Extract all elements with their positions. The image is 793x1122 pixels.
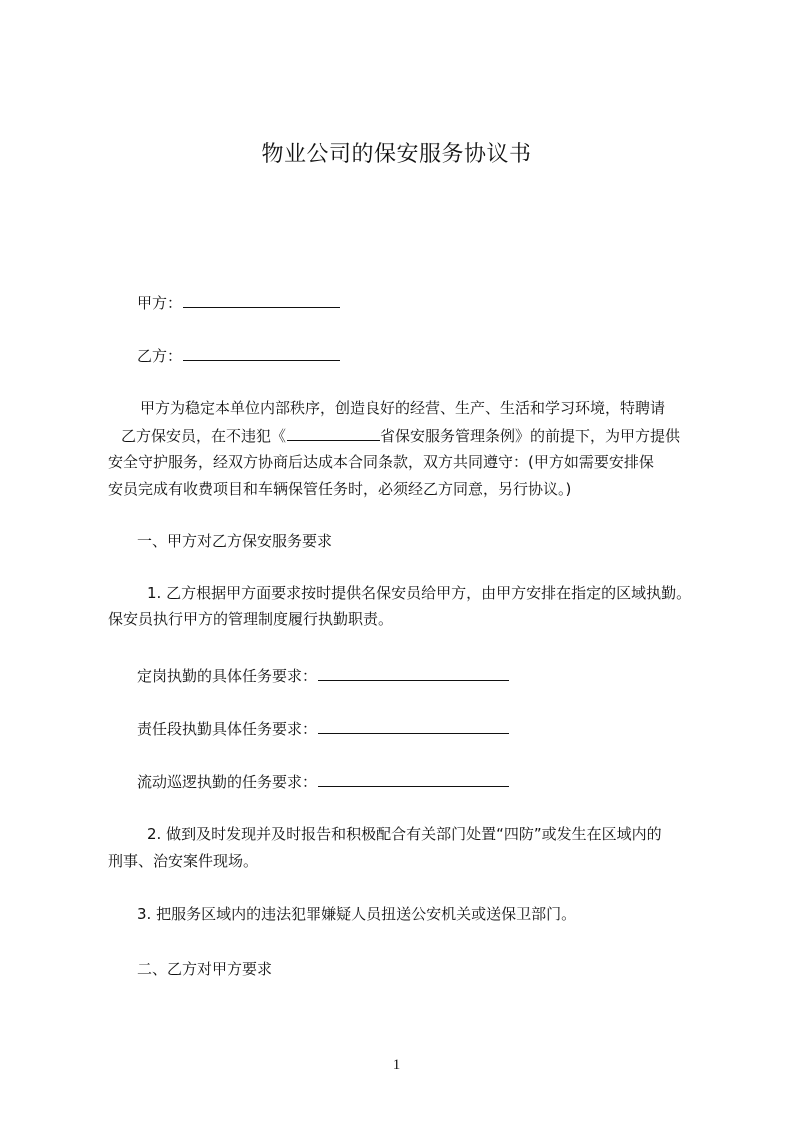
party-b-blank (183, 344, 340, 361)
party-a-line (137, 291, 340, 314)
patrol-blank (318, 770, 509, 787)
province-blank (287, 424, 380, 441)
patrol-line (137, 770, 509, 793)
section-2-heading: 二、乙方对甲方要求 (137, 960, 273, 978)
responsibility-label: 责任段执勤具体任务要求： (137, 720, 318, 738)
responsibility-line (137, 717, 509, 740)
intro-line-3: 安全守护服务，经双方协商后达成本合同条款，双方共同遵守：(甲方如需要安排保 (108, 453, 654, 471)
patrol-label: 流动巡逻执勤的任务要求： (137, 773, 318, 791)
party-a-blank (183, 291, 340, 308)
item-1-line-2: 保安员执行甲方的管理制度履行执勤职责。 (108, 610, 394, 628)
intro-line-2-start: 乙方保安员，在不违犯《 (121, 427, 287, 445)
intro-line-2 (121, 424, 680, 447)
intro-line-4: 安员完成有收费项目和车辆保管任务时，必须经乙方同意，另行协议。) (108, 480, 572, 498)
item-3: 3. 把服务区域内的违法犯罪嫌疑人员扭送公安机关或送保卫部门。 (137, 905, 577, 923)
intro-line-1: 甲方为稳定本单位内部秩序，创造良好的经营、生产、生活和学习环境，特聘请 (140, 399, 666, 417)
responsibility-blank (318, 717, 509, 734)
party-b-line (137, 344, 340, 367)
fixed-post-line (137, 664, 509, 687)
fixed-post-blank (318, 664, 509, 681)
document-title: 物业公司的保安服务协议书 (261, 142, 532, 167)
page-number: 1 (392, 1057, 401, 1073)
item-1-line-1: 1. 乙方根据甲方面要求按时提供名保安员给甲方，由甲方安排在指定的区域执勤。 (147, 584, 692, 602)
party-a-label: 甲方： (137, 294, 183, 312)
fixed-post-label: 定岗执勤的具体任务要求： (137, 667, 318, 685)
intro-line-2-end: 省保安服务管理条例》的前提下，为甲方提供 (380, 427, 681, 445)
section-1-heading: 一、甲方对乙方保安服务要求 (137, 532, 333, 550)
item-2-line-1: 2. 做到及时发现并及时报告和积极配合有关部门处置“四防”或发生在区域内的 (147, 825, 662, 843)
item-2-line-2: 刑事、治安案件现场。 (108, 852, 259, 870)
party-b-label: 乙方： (137, 347, 183, 365)
